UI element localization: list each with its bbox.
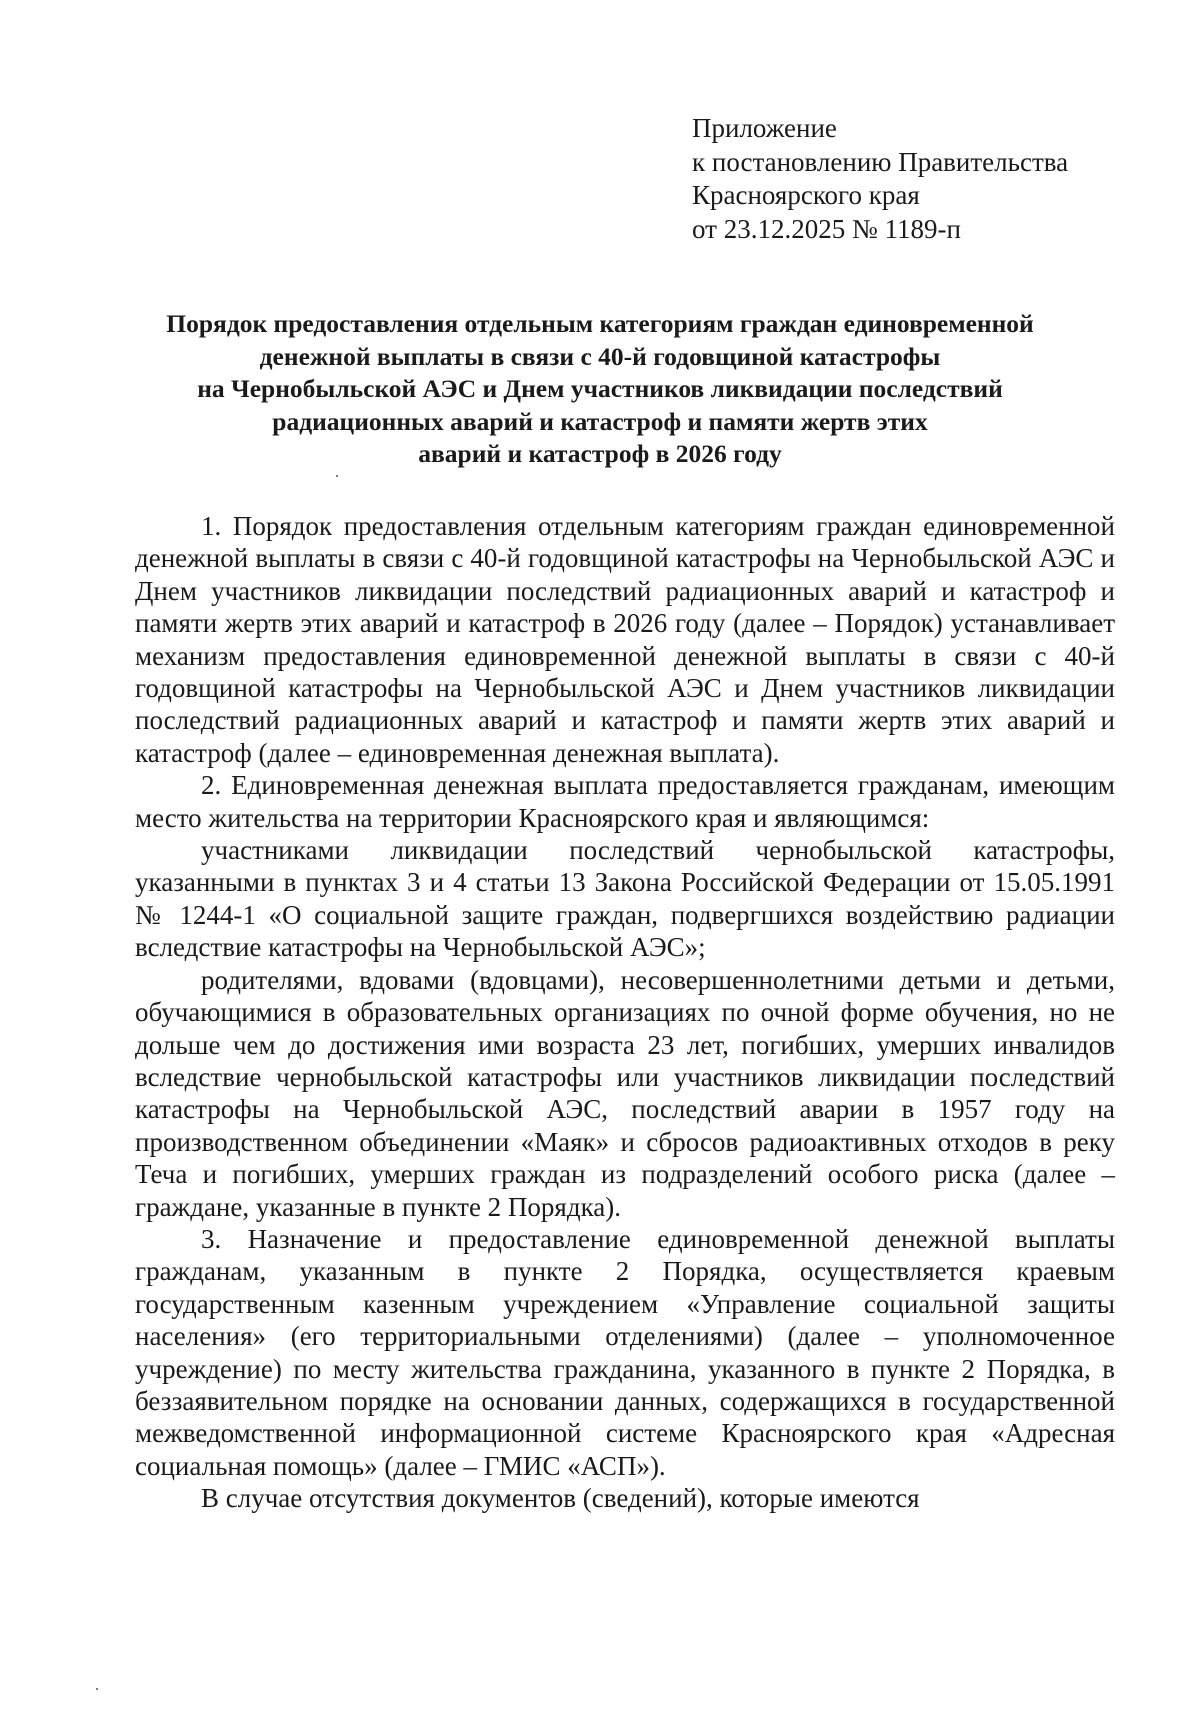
paragraph-3: 3. Назначение и предоставление единовременной денежной выплаты гражданам, указанным в пункте 2 Порядка, осуществляется краевым государственным казенным учреждением «Управление социальной защиты населения» (его территориальными отделениями) (далее – уполномоченное учреждение) по месту жительства гражданина, указанного в пункте 2 Порядка, в беззаявительном порядке на основании данных, содержащихся в государственной межведомственной информационной системе Красноярского края «Адресная социальная помощь» (далее – ГМИС «АСП»). (135, 1223, 1115, 1481)
appendix-label: Приложение (692, 113, 837, 143)
document-title (120, 308, 1080, 471)
paragraph-2-item-1: участниками ликвидации последствий чернобыльской катастрофы, указанными в пунктах 3 и 4 статьи 13 Закона Российской Федерации от 15.05.1991 № 1244-1 «О социальной защите граждан, подвергшихся воздействию радиации вследствие катастрофы на Чернобыльской АЭС»; (135, 835, 1115, 963)
document-body (135, 510, 1115, 1515)
paragraph-2-item-2: родителями, вдовами (вдовцами), несовершеннолетними детьми и детьми, обучающимися в образовательных организациях по очной форме обучения, но не дольше чем до достижения ими возраста 23 лет, погибших, умерших инвалидов вследствие чернобыльской катастрофы или участников ликвидации последствий катастрофы на Чернобыльской АЭС, последствий аварии в 1957 году на производственном объединении «Маяк» и сбросов радиоактивных отходов в реку Теча и погибших, умерших граждан из подразделений особого риска (далее – граждане, указанные в пункте 2 Порядка). (135, 964, 1115, 1222)
title-line-2: денежной выплаты в связи с 40-й годовщиной катастрофы (259, 341, 941, 371)
appendix-header (692, 112, 1162, 246)
paragraph-2: 2. Единовременная денежная выплата предоставляется гражданам, имеющим место жительства на территории Красноярского края и являющимся: (135, 770, 1115, 833)
paragraph-1: 1. Порядок предоставления отдельным категориям граждан единовременной денежной выплаты в связи с 40-й годовщиной катастрофы на Чернобыльской АЭС и Днем участников ликвидации последствий радиационных аварий и катастроф и памяти жертв этих аварий и катастроф в 2026 году (далее – Порядок) устанавливает механизм предоставления единовременной денежной выплаты в связи с 40-й годовщиной катастрофы на Чернобыльской АЭС и Днем участников ликвидации последствий радиационных аварий и катастроф и памяти жертв этих аварий и катастроф (далее – единовременная денежная выплата). (135, 511, 1115, 768)
title-line-1: Порядок предоставления отдельным категориям граждан единовременной (166, 309, 1034, 338)
resolution-reference: к постановлению Правительства (692, 146, 1069, 177)
scan-speck (336, 475, 338, 477)
resolution-date-number: от 23.12.2025 № 1189-п (692, 213, 961, 244)
title-line-4: радиационных аварий и катастроф и памяти жертв этих (272, 406, 928, 436)
title-line-5: аварий и катастроф в 2026 году (418, 439, 782, 468)
title-line-3: на Чернобыльской АЭС и Днем участников ликвидации последствий (197, 374, 1003, 403)
paragraph-3-continuation: В случае отсутствия документов (сведений), которые имеются (201, 1483, 920, 1514)
region-name: Красноярского края (692, 180, 920, 210)
scan-speck (96, 1688, 98, 1690)
